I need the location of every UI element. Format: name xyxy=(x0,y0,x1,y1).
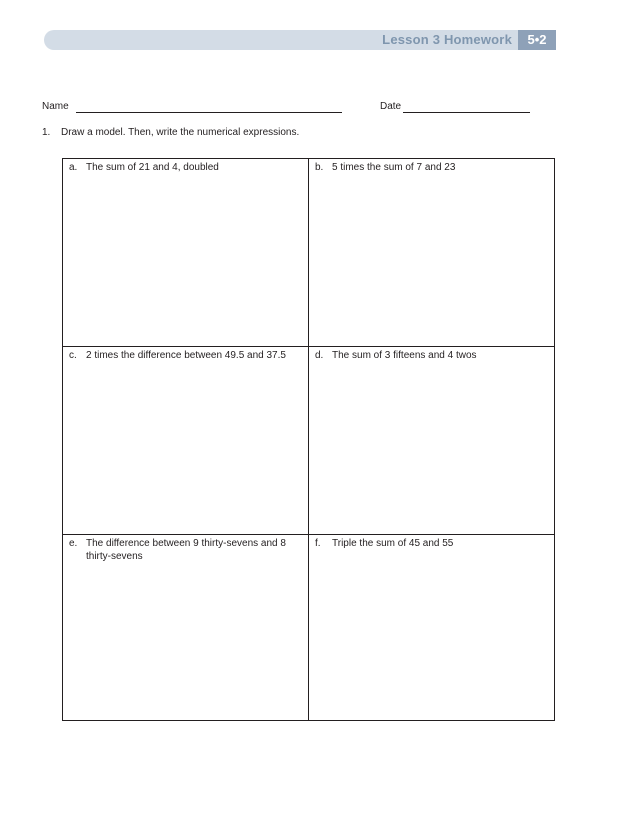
problem-letter: e. xyxy=(69,538,78,549)
date-label: Date xyxy=(380,101,402,112)
problem-cell-e[interactable] xyxy=(63,535,309,720)
problem-text: The sum of 3 fifteens and 4 twos xyxy=(332,350,477,361)
problem-letter: a. xyxy=(69,162,78,173)
problem-cell-f[interactable] xyxy=(309,535,554,720)
problem-text: 2 times the difference between 49.5 and 37.5 xyxy=(86,350,286,361)
name-field[interactable] xyxy=(76,112,342,113)
problem-letter: d. xyxy=(315,350,324,361)
problem-text: Triple the sum of 45 and 55 xyxy=(332,538,454,549)
date-field[interactable] xyxy=(403,112,530,113)
problem-cell-b[interactable] xyxy=(309,159,554,347)
problem-letter: b. xyxy=(315,162,324,173)
problem-text: The sum of 21 and 4, doubled xyxy=(86,162,219,173)
question-prompt xyxy=(42,127,299,139)
problem-letter: c. xyxy=(69,350,77,361)
problem-cell-d[interactable] xyxy=(309,347,554,535)
lesson-title: Lesson 3 Homework xyxy=(382,32,512,47)
problem-letter: f. xyxy=(315,538,321,549)
name-label: Name xyxy=(42,101,69,112)
problem-text: The difference between 9 thirty-sevens and 8 thirty-sevens xyxy=(86,538,286,562)
problem-text: 5 times the sum of 7 and 23 xyxy=(332,162,456,173)
question-text: Draw a model. Then, write the numerical expressions. xyxy=(61,127,300,138)
problem-cell-a[interactable] xyxy=(63,159,309,347)
question-number: 1. xyxy=(42,127,51,138)
module-badge: 5•2 xyxy=(518,30,556,50)
header-bar xyxy=(44,30,556,50)
problem-grid xyxy=(62,158,555,721)
problem-cell-c[interactable] xyxy=(63,347,309,535)
